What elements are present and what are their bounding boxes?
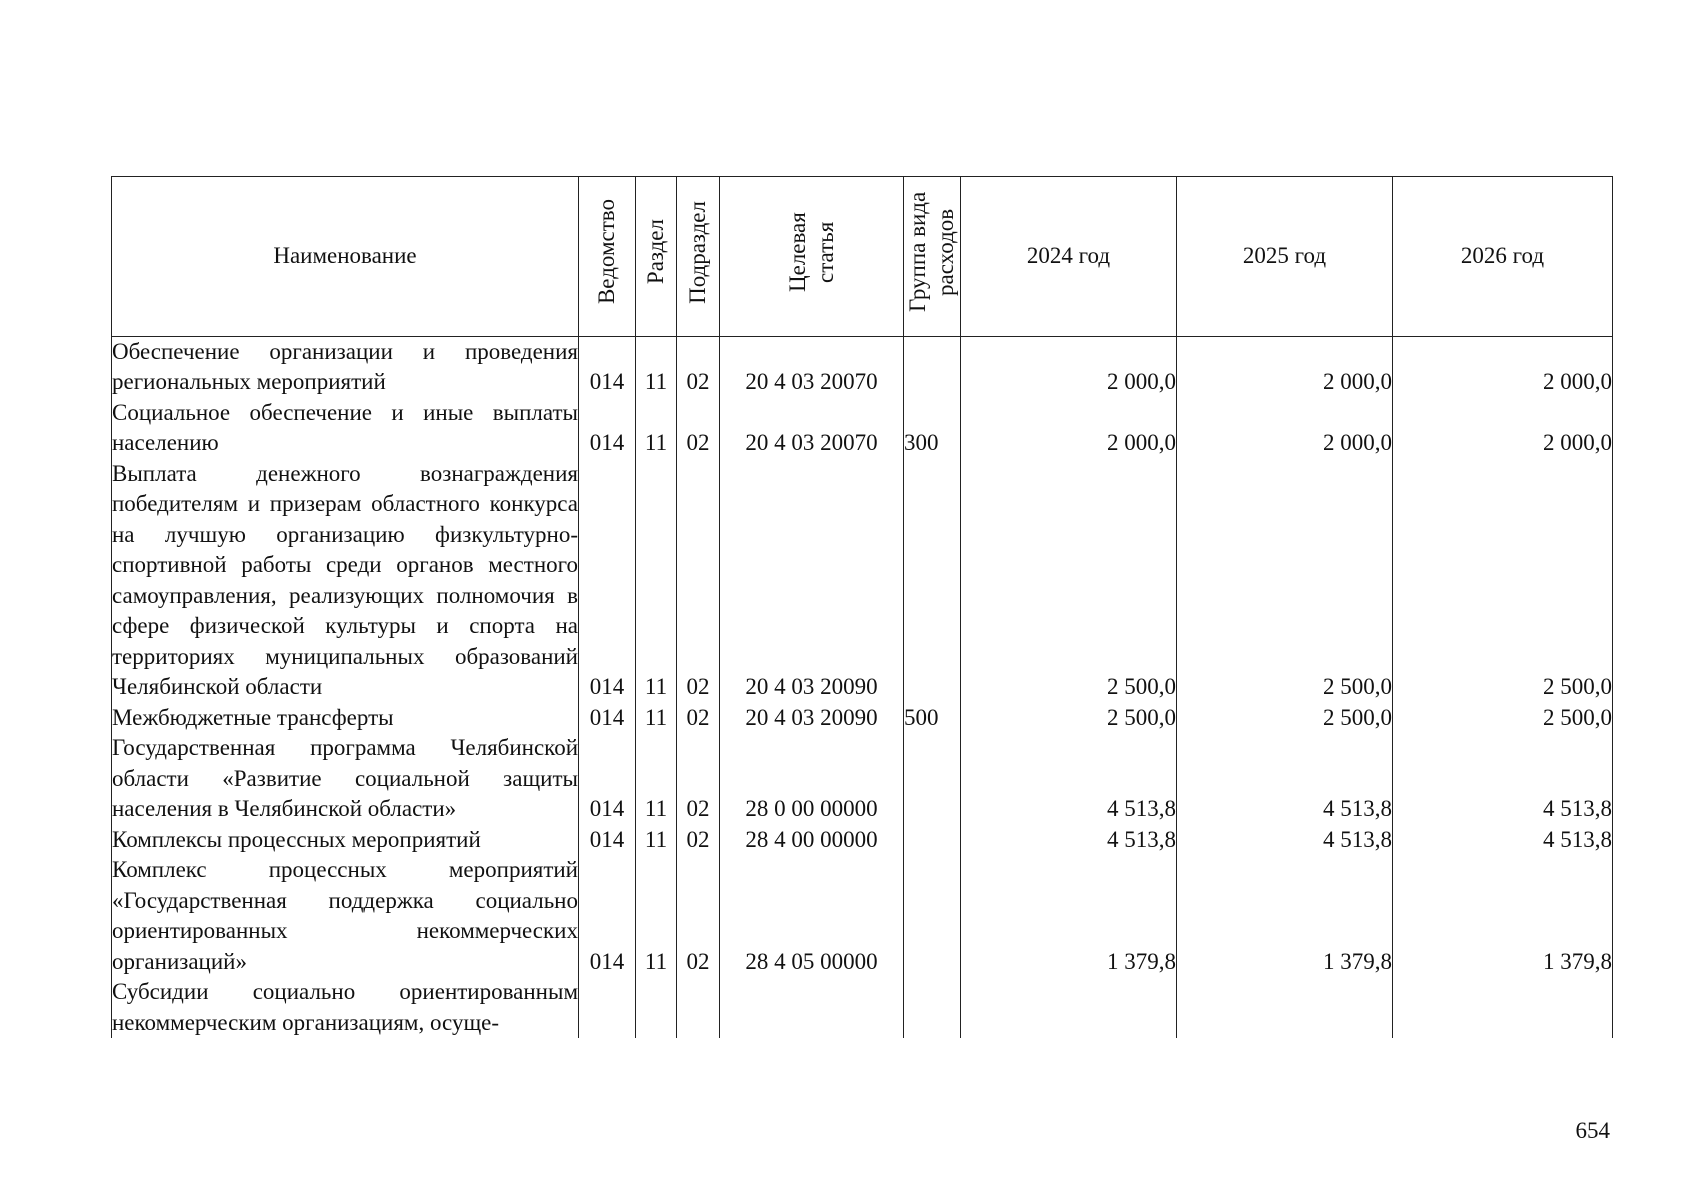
row-gruppa: 500 — [904, 703, 961, 734]
header-2024 — [961, 177, 1177, 337]
row-2026: 2 000,0 — [1393, 398, 1613, 459]
row-vedomstvo: 014 — [579, 398, 636, 459]
row-gruppa — [904, 733, 961, 825]
header-razdel — [636, 177, 677, 337]
header-name — [112, 177, 579, 337]
row-podrazdel — [677, 977, 720, 1038]
header-podrazdel-label: Подраздел — [685, 200, 710, 304]
row-tselevaya: 28 4 05 00000 — [720, 855, 904, 977]
row-tselevaya: 20 4 03 20070 — [720, 336, 904, 398]
row-2025: 2 500,0 — [1177, 703, 1393, 734]
row-2024 — [961, 977, 1177, 1038]
table-row — [112, 336, 1613, 398]
header-2026-label: 2026 год — [1460, 243, 1545, 268]
row-name: Обеспечение организации и проведения региональных мероприятий — [112, 336, 579, 398]
row-tselevaya: 28 0 00 00000 — [720, 733, 904, 825]
row-podrazdel: 02 — [677, 855, 720, 977]
row-podrazdel: 02 — [677, 733, 720, 825]
header-name-label: Наименование — [273, 243, 417, 268]
table-row — [112, 459, 1613, 703]
row-2024: 4 513,8 — [961, 733, 1177, 825]
row-2025: 2 000,0 — [1177, 336, 1393, 398]
row-gruppa — [904, 825, 961, 856]
table-row — [112, 703, 1613, 734]
row-2026 — [1393, 977, 1613, 1038]
row-tselevaya: 20 4 03 20070 — [720, 398, 904, 459]
row-razdel: 11 — [636, 703, 677, 734]
row-2026: 1 379,8 — [1393, 855, 1613, 977]
row-vedomstvo: 014 — [579, 825, 636, 856]
header-gruppa-label: Группа вида расходов — [905, 191, 958, 313]
row-2024: 2 000,0 — [961, 398, 1177, 459]
header-vedomstvo — [579, 177, 636, 337]
row-podrazdel: 02 — [677, 825, 720, 856]
row-vedomstvo: 014 — [579, 336, 636, 398]
table-row — [112, 977, 1613, 1038]
row-podrazdel: 02 — [677, 459, 720, 703]
header-2025 — [1177, 177, 1393, 337]
row-tselevaya: 20 4 03 20090 — [720, 703, 904, 734]
row-name: Комплекс процессных мероприятий «Государственная поддержка социально ориентированных некоммерческих организаций» — [112, 855, 579, 977]
row-name: Выплата денежного вознаграждения победителям и призерам областного конкурса на лучшую организацию физкультурно-спортивной работы среди органов местного самоуправления, реализующих полномочия в сфере физической культуры и спорта на территориях муниципальных образований Челябинской области — [112, 459, 579, 703]
row-tselevaya: 28 4 00 00000 — [720, 825, 904, 856]
row-2024: 4 513,8 — [961, 825, 1177, 856]
row-gruppa — [904, 459, 961, 703]
table-row — [112, 398, 1613, 459]
header-2024-label: 2024 год — [1026, 243, 1111, 268]
row-2024: 1 379,8 — [961, 855, 1177, 977]
row-2025: 4 513,8 — [1177, 733, 1393, 825]
row-tselevaya — [720, 977, 904, 1038]
row-razdel: 11 — [636, 336, 677, 398]
header-tselevaya — [720, 177, 904, 337]
row-gruppa: 300 — [904, 398, 961, 459]
row-2024: 2 000,0 — [961, 336, 1177, 398]
header-gruppa — [904, 177, 961, 337]
row-razdel: 11 — [636, 398, 677, 459]
header-vedomstvo-label: Ведомство — [594, 199, 619, 305]
table-row — [112, 733, 1613, 825]
row-razdel: 11 — [636, 825, 677, 856]
row-name: Межбюджетные трансферты — [112, 703, 579, 734]
row-vedomstvo — [579, 977, 636, 1038]
table-row — [112, 825, 1613, 856]
row-vedomstvo: 014 — [579, 855, 636, 977]
row-vedomstvo: 014 — [579, 459, 636, 703]
row-2024: 2 500,0 — [961, 703, 1177, 734]
row-name: Государственная программа Челябинской области «Развитие социальной защиты населения в Челябинской области» — [112, 733, 579, 825]
budget-table — [111, 176, 1613, 1038]
row-name: Субсидии социально ориентированным некоммерческим организациям, осуще- — [112, 977, 579, 1038]
header-2026 — [1393, 177, 1613, 337]
row-podrazdel: 02 — [677, 703, 720, 734]
row-razdel: 11 — [636, 733, 677, 825]
row-podrazdel: 02 — [677, 336, 720, 398]
header-tselevaya-label: Целевая статья — [784, 212, 838, 292]
row-razdel: 11 — [636, 855, 677, 977]
row-gruppa — [904, 336, 961, 398]
row-razdel — [636, 977, 677, 1038]
row-gruppa — [904, 977, 961, 1038]
row-2024: 2 500,0 — [961, 459, 1177, 703]
header-2025-label: 2025 год — [1242, 243, 1327, 268]
row-2026: 4 513,8 — [1393, 825, 1613, 856]
row-2026: 2 000,0 — [1393, 336, 1613, 398]
row-2026: 2 500,0 — [1393, 703, 1613, 734]
row-vedomstvo: 014 — [579, 733, 636, 825]
row-razdel: 11 — [636, 459, 677, 703]
row-podrazdel: 02 — [677, 398, 720, 459]
row-name: Социальное обеспечение и иные выплаты населению — [112, 398, 579, 459]
table-row — [112, 855, 1613, 977]
header-podrazdel — [677, 177, 720, 337]
row-gruppa — [904, 855, 961, 977]
row-2025: 1 379,8 — [1177, 855, 1393, 977]
row-2025: 2 500,0 — [1177, 459, 1393, 703]
row-tselevaya: 20 4 03 20090 — [720, 459, 904, 703]
row-2025: 4 513,8 — [1177, 825, 1393, 856]
row-2026: 4 513,8 — [1393, 733, 1613, 825]
table-header — [112, 177, 1613, 337]
page-number: 654 — [1575, 1118, 1610, 1143]
header-razdel-label: Раздел — [643, 219, 668, 285]
table-body — [112, 336, 1613, 1038]
row-name: Комплексы процессных мероприятий — [112, 825, 579, 856]
row-2026: 2 500,0 — [1393, 459, 1613, 703]
row-vedomstvo: 014 — [579, 703, 636, 734]
row-2025 — [1177, 977, 1393, 1038]
row-2025: 2 000,0 — [1177, 398, 1393, 459]
